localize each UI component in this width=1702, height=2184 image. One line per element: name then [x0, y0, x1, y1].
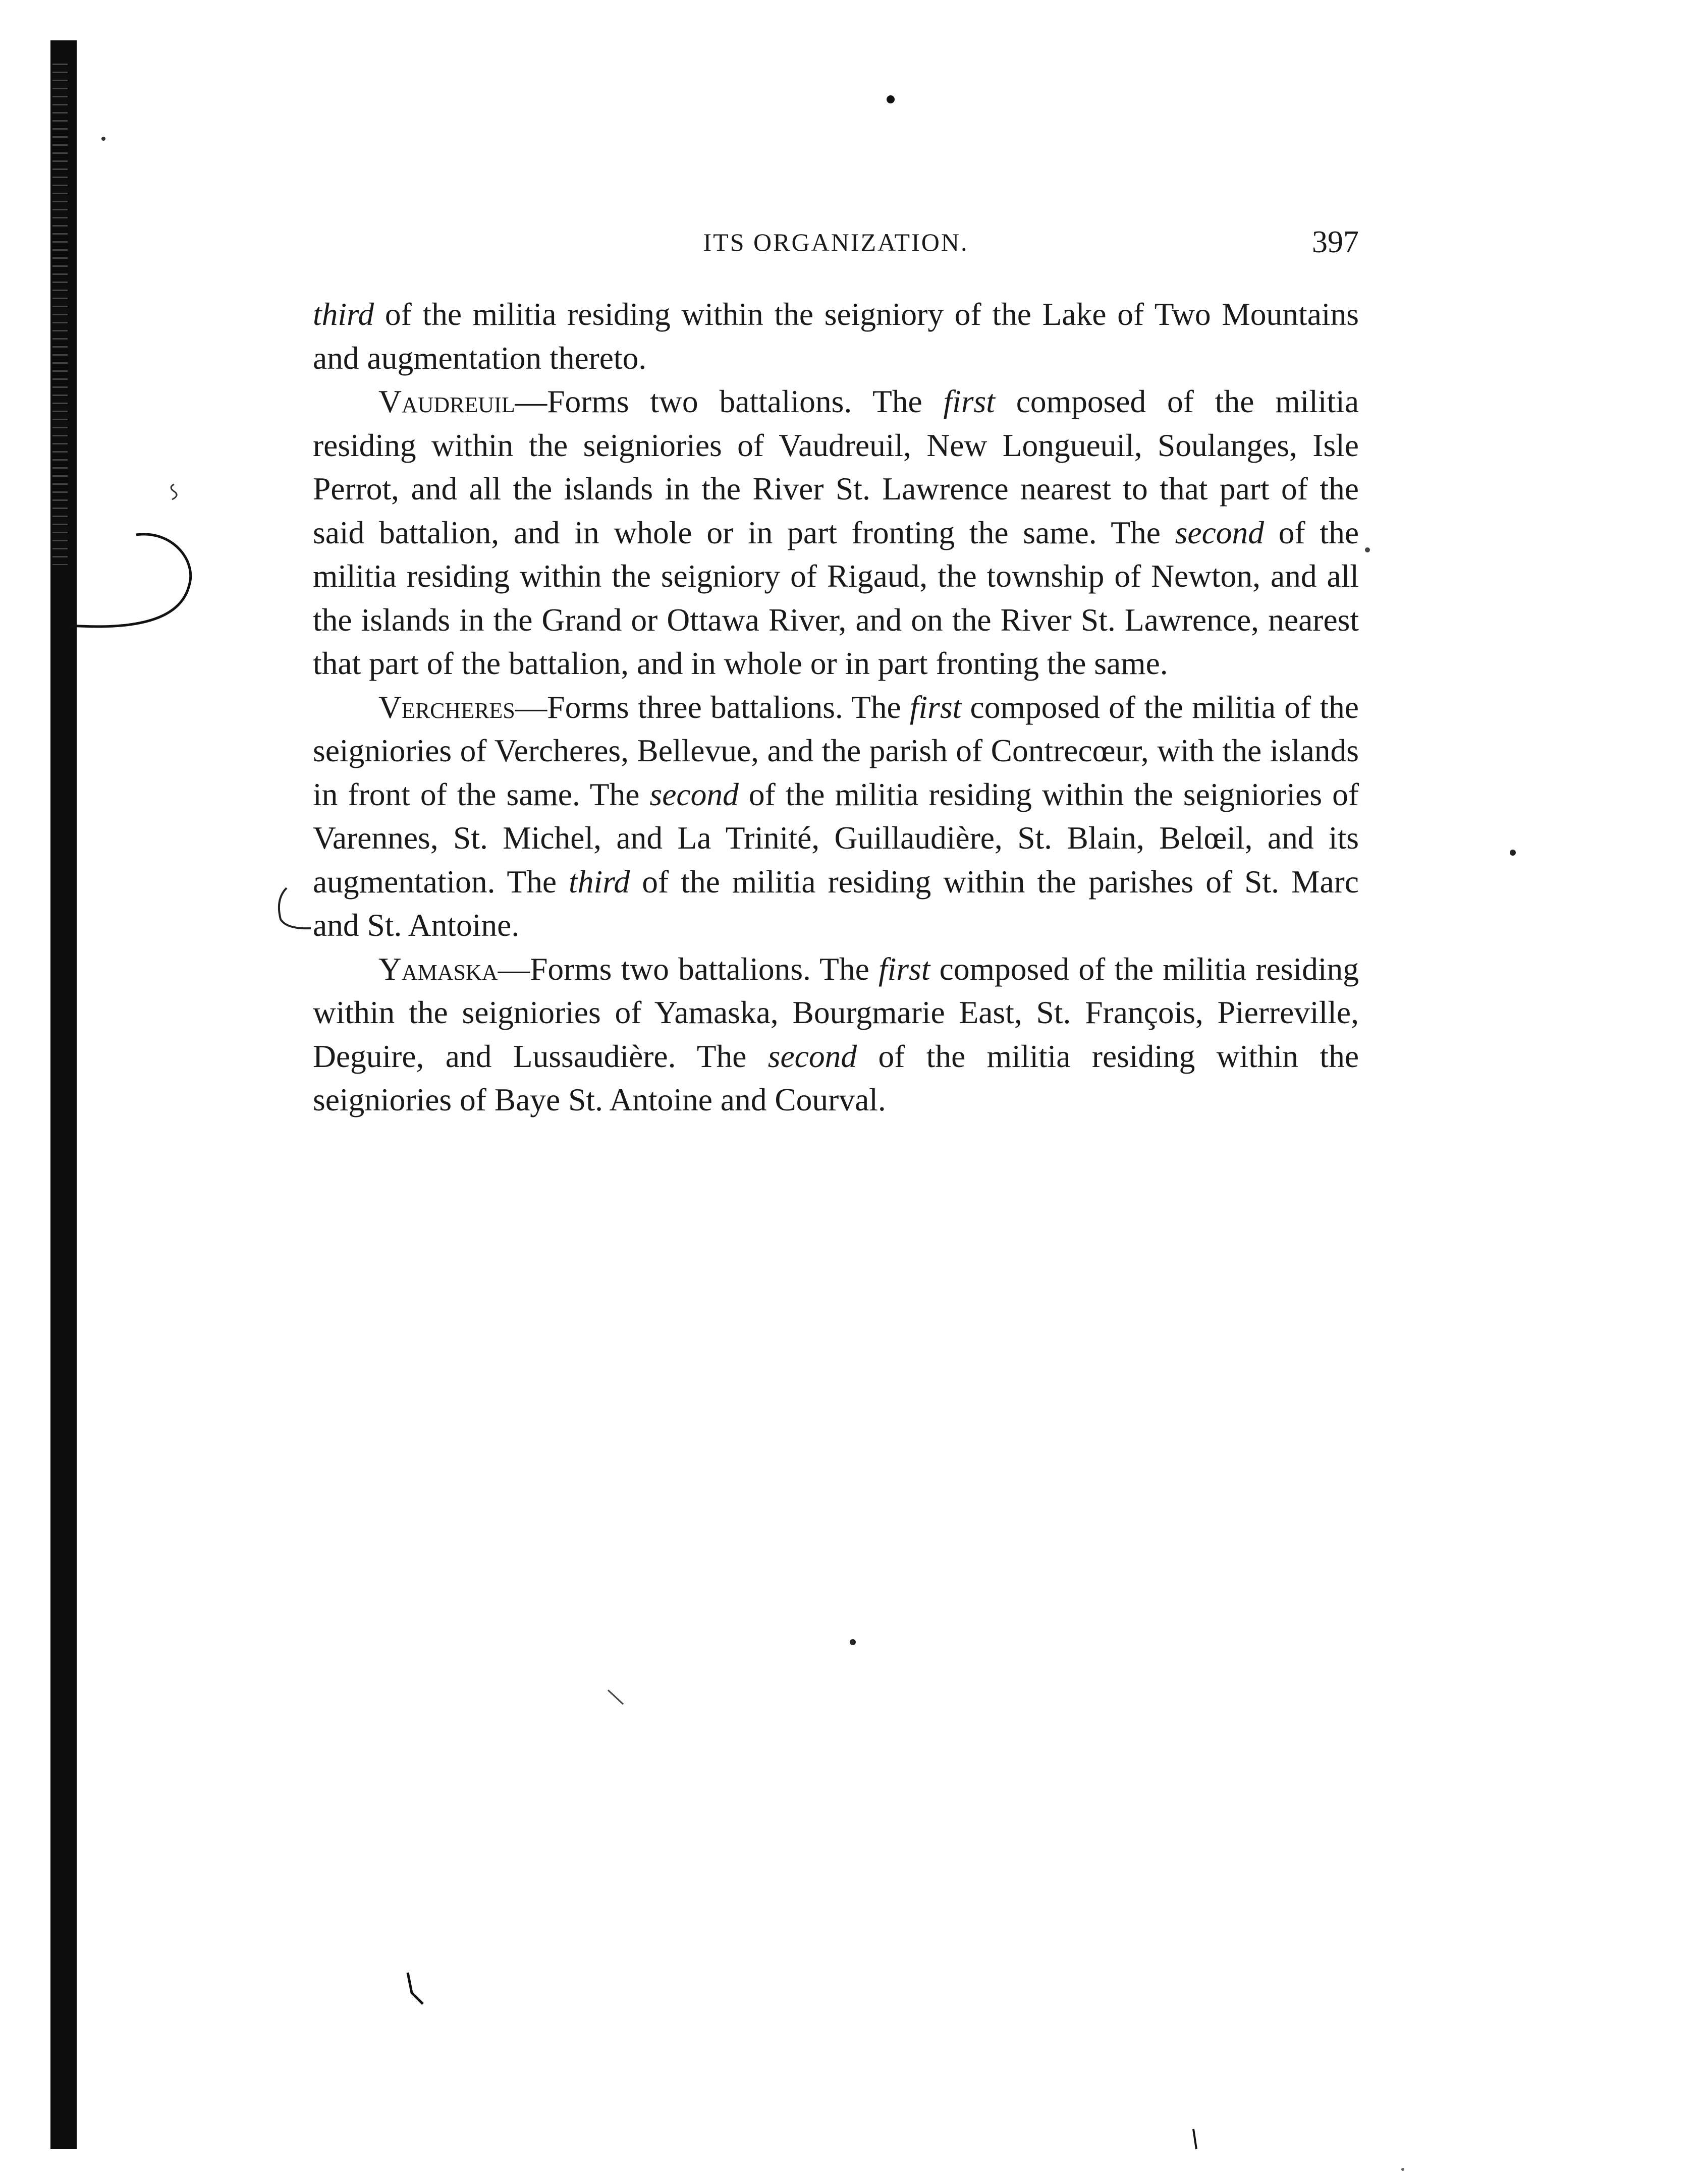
emphasis-text: second — [767, 1038, 857, 1074]
body-text: of the militia residing within the seigniory of the Lake of Two Mountains and augmentation thereto. — [313, 296, 1359, 376]
emphasis-text: second — [649, 776, 739, 812]
emphasis-text: first — [909, 689, 962, 725]
stray-stroke-mark — [1193, 2129, 1196, 2149]
body-text: composed of the militia residing within the seigniories of Yamaska, Bourgmarie East, St. François, Pierreville, Deguire, and Lussaudière. The — [313, 950, 1359, 1074]
county-entry-yamaska — [313, 947, 1359, 1122]
county-name: Yamaska — [378, 950, 498, 987]
ink-speck — [887, 95, 895, 103]
county-name: Vercheres — [378, 689, 515, 725]
margin-hook-mark — [279, 888, 311, 928]
body-text: of the militia residing within the seigniory of Rigaud, the township of Newton, and all the islands in the Grand or Ottawa River, and on the River St. Lawrence, nearest that part of the battalion, and in whole or in part fronting the same. — [313, 514, 1359, 681]
running-title: ITS ORGANIZATION. — [703, 228, 969, 256]
emphasis-text: third — [313, 296, 374, 332]
body-text: composed of the militia of the seigniories of Vercheres, Bellevue, and the parish of Contrecœur, with the islands in front of the same. The — [313, 689, 1359, 812]
ink-speck — [101, 137, 105, 141]
emphasis-text: third — [569, 863, 630, 900]
running-head — [313, 222, 1359, 262]
body-text: of the militia residing within the parishes of St. Marc and St. Antoine. — [313, 863, 1359, 943]
body-text: of the militia residing within the seigniories of Baye St. Antoine and Courval. — [313, 1038, 1359, 1117]
emphasis-text: first — [879, 950, 930, 987]
body-text: composed of the militia residing within the seigniories of Vaudreuil, New Longueuil, Soulanges, Isle Perrot, and all the islands in the River St. Lawrence nearest to that part of the said battalion, and in whole or in part fronting the same. The — [313, 383, 1359, 550]
continuation-paragraph — [313, 293, 1359, 380]
body-text: —Forms three battalions. The — [515, 689, 910, 725]
page-number: 397 — [1312, 225, 1359, 259]
page-body — [313, 293, 1359, 1122]
county-entry-vaudreuil — [313, 380, 1359, 686]
county-name: Vaudreuil — [378, 383, 515, 419]
ink-speck — [1510, 850, 1516, 856]
emphasis-text: second — [1175, 514, 1265, 550]
ink-speck — [1365, 547, 1370, 552]
ink-speck — [850, 1639, 856, 1645]
margin-bracket-mark — [71, 534, 191, 627]
emphasis-text: first — [943, 383, 995, 419]
ink-speck — [1401, 2168, 1404, 2171]
body-text: —Forms two battalions. The — [515, 383, 944, 419]
county-entry-vercheres — [313, 686, 1359, 947]
body-text: of the militia residing within the seigniories of Varennes, St. Michel, and La Trinité, Guillaudière, St. Blain, Belœil, and its augmentation. The — [313, 776, 1359, 900]
margin-squiggle-mark — [171, 484, 177, 499]
stray-stroke-mark — [408, 1973, 423, 2004]
body-text: —Forms two battalions. The — [498, 950, 879, 987]
stray-stroke-mark — [608, 1690, 623, 1704]
